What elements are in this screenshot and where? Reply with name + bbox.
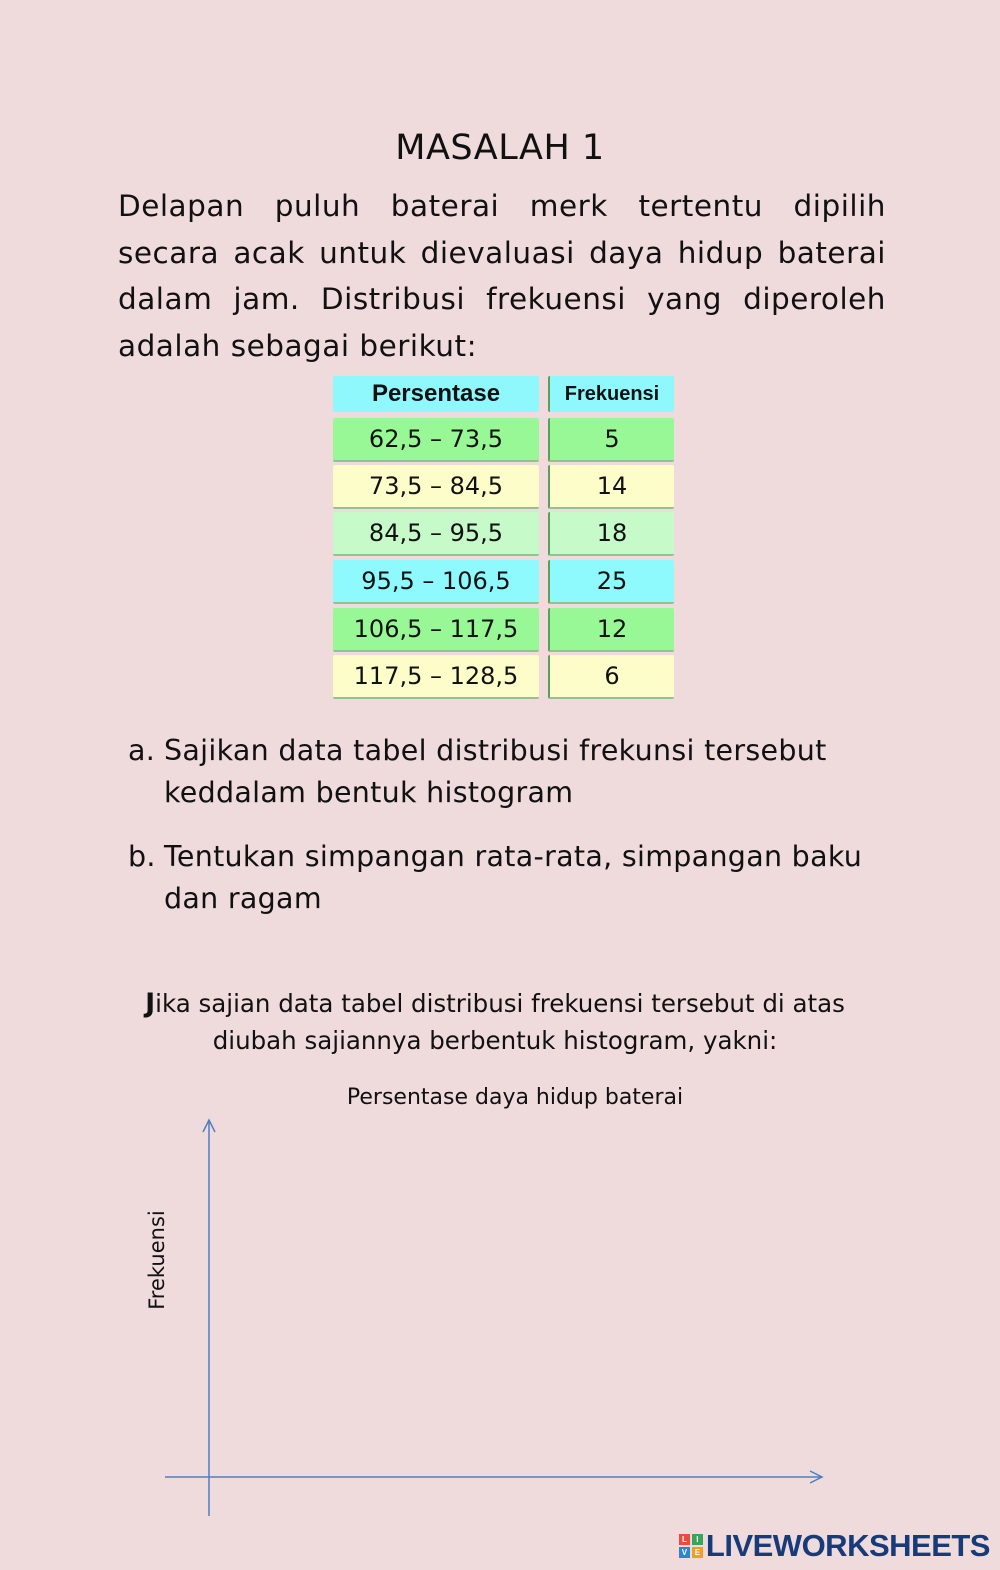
liveworksheets-icon — [679, 1534, 703, 1558]
table-cell-frequency: 14 — [548, 465, 674, 509]
table-cell-interval: 117,5 – 128,5 — [333, 655, 539, 699]
question-label: a. — [128, 734, 156, 767]
table-header-persentase: Persentase — [333, 376, 539, 412]
table-header-frekuensi: Frekuensi — [548, 376, 674, 412]
table-cell-frequency: 18 — [548, 512, 674, 556]
problem-statement: Delapan puluh baterai merk tertentu dipilih secara acak untuk dievaluasi daya hidup baterai dalam jam. Distribusi frekuensi yang diperoleh adalah sebagai berikut: — [118, 189, 886, 363]
brand-logo — [679, 1528, 990, 1564]
y-axis-label: Frekuensi — [145, 1210, 169, 1310]
table-cell-frequency: 5 — [548, 418, 674, 462]
table-cell-interval: 84,5 – 95,5 — [333, 512, 539, 556]
chart-title: Persentase daya hidup baterai — [346, 1085, 684, 1110]
table-cell-interval: 106,5 – 117,5 — [333, 608, 539, 652]
table-cell-frequency: 25 — [548, 560, 674, 604]
brand-name: LIVEWORKSHEETS — [705, 1528, 990, 1563]
question-text: Sajikan data tabel distribusi frekunsi tersebut keddalam bentuk histogram — [164, 734, 827, 809]
logo-square: E — [692, 1547, 703, 1558]
page-title: MASALAH 1 — [395, 128, 605, 168]
question-label: b. — [128, 840, 156, 873]
table-cell-frequency: 12 — [548, 608, 674, 652]
note-text: ika sajian data tabel distribusi frekuensi tersebut di atas diubah sajiannya berbentuk histogram, yakni: — [155, 989, 845, 1055]
table-cell-frequency: 6 — [548, 655, 674, 699]
table-cell-interval: 73,5 – 84,5 — [333, 465, 539, 509]
table-cell-interval: 95,5 – 106,5 — [333, 560, 539, 604]
logo-square: L — [679, 1534, 690, 1545]
logo-square: V — [679, 1547, 690, 1558]
note-initial: J — [145, 988, 156, 1019]
logo-square: I — [692, 1534, 703, 1545]
question-text: Tentukan simpangan rata-rata, simpangan baku dan ragam — [164, 840, 863, 915]
table-cell-interval: 62,5 – 73,5 — [333, 418, 539, 462]
